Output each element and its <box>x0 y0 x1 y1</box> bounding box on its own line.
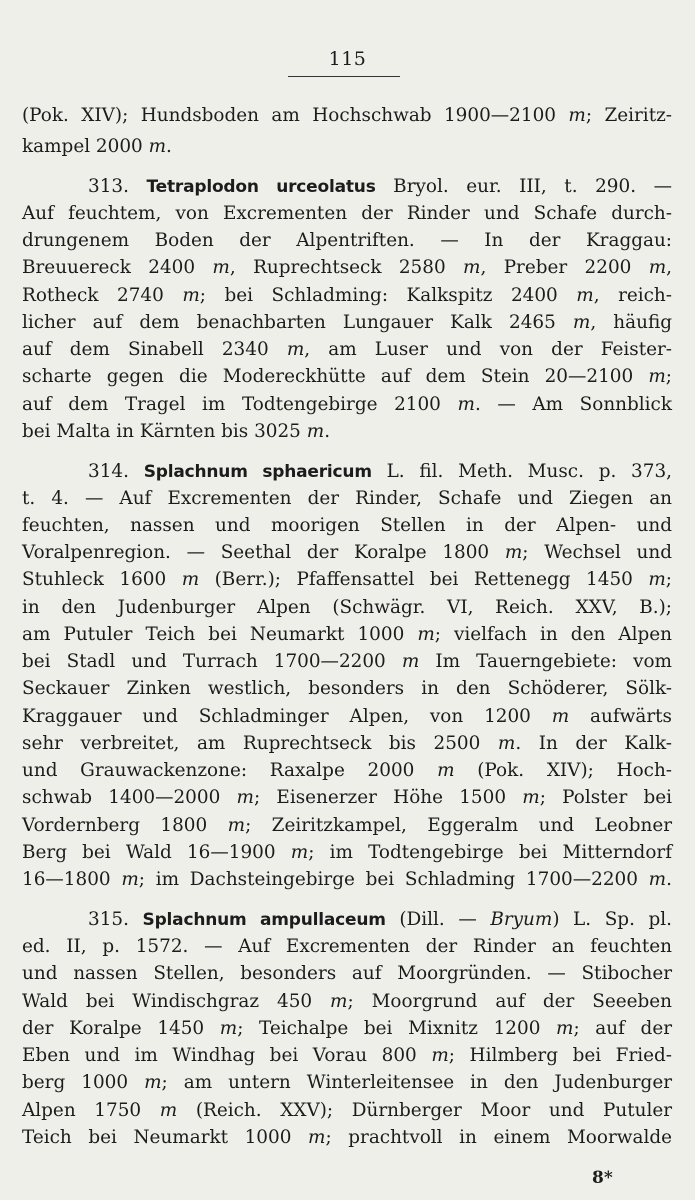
text-line: drungenem Boden der Alpentriften. — In der Kraggau: <box>22 230 672 251</box>
text-line: 315. Splachnum ampullaceum (Dill. — Bryum) L. Sp. pl. <box>88 909 672 930</box>
text-line: kampel 2000 m. <box>22 136 172 157</box>
text-line: und Grauwackenzone: Raxalpe 2000 m (Pok. XIV); Hoch- <box>22 760 673 781</box>
text-line: 314. Splachnum sphaericum L. fil. Meth. Musc. p. 373, <box>88 461 673 482</box>
signature-mark: 8* <box>592 1168 613 1188</box>
text-line: Breuuereck 2400 m, Ruprechtseck 2580 m, Preber 2200 m, <box>22 257 673 278</box>
text-line: Stuhleck 1600 m (Berr.); Pfaffensattel bei Rettenegg 1450 m; <box>22 569 672 590</box>
text-line: Kraggauer und Schladminger Alpen, von 1200 m aufwärts <box>22 706 672 727</box>
text-line: auf dem Sinabell 2340 m, am Luser und von der Feister- <box>22 339 673 360</box>
text-line: 16—1800 m; im Dachsteingebirge bei Schladming 1700—2200 m. <box>22 869 672 890</box>
text-line: auf dem Tragel im Todtengebirge 2100 m. — Am Sonnblick <box>22 394 672 415</box>
text-line: Wald bei Windischgraz 450 m; Moorgrund auf der Seeeben <box>22 991 672 1012</box>
text-line: Eben und im Windhag bei Vorau 800 m; Hilmberg bei Fried- <box>22 1045 672 1066</box>
text-line: der Koralpe 1450 m; Teichalpe bei Mixnitz 1200 m; auf der <box>22 1018 673 1039</box>
text-line: am Putuler Teich bei Neumarkt 1000 m; vielfach in den Alpen <box>22 624 673 645</box>
text-line: 313. Tetraplodon urceolatus Bryol. eur. III, t. 290. — <box>88 176 672 197</box>
text-line: in den Judenburger Alpen (Schwägr. VI, Reich. XXV, B.); <box>22 597 672 618</box>
text-line: und nassen Stellen, besonders auf Moorgründen. — Stibocher <box>22 963 672 984</box>
text-line: scharte gegen die Modereckhütte auf dem Stein 20—2100 m; <box>22 366 672 387</box>
text-line: Berg bei Wald 16—1900 m; im Todtengebirge bei Mitterndorf <box>22 842 672 863</box>
text-line: schwab 1400—2000 m; Eisenerzer Höhe 1500 m; Polster bei <box>22 787 673 808</box>
text-line: bei Malta in Kärnten bis 3025 m. <box>22 421 331 442</box>
text-line: Vordernberg 1800 m; Zeiritzkampel, Eggeralm und Leobner <box>22 815 672 836</box>
header-rule <box>288 76 400 77</box>
text-line: (Pok. XIV); Hundsboden am Hochschwab 1900—2100 m; Zeiritz- <box>22 105 672 126</box>
text-line: Rotheck 2740 m; bei Schladming: Kalkspitz 2400 m, reich- <box>22 285 672 306</box>
text-line: feuchten, nassen und moorigen Stellen in der Alpen- und <box>22 515 672 536</box>
text-line: t. 4. — Auf Excrementen der Rinder, Schafe und Ziegen an <box>22 488 672 509</box>
text-line: Voralpenregion. — Seethal der Koralpe 1800 m; Wechsel und <box>22 542 673 563</box>
text-line: Alpen 1750 m (Reich. XXV); Dürnberger Moor und Putuler <box>22 1100 672 1121</box>
text-line: ed. II, p. 1572. — Auf Excrementen der Rinder an feuchten <box>22 936 672 957</box>
text-line: Teich bei Neumarkt 1000 m; prachtvoll in einem Moorwalde <box>22 1127 672 1148</box>
page-number: 115 <box>328 48 367 70</box>
text-line: sehr verbreitet, am Ruprechtseck bis 2500 m. In der Kalk- <box>22 733 673 754</box>
text-line: bei Stadl und Turrach 1700—2200 m Im Tauerngebiete: vom <box>22 651 672 672</box>
text-line: berg 1000 m; am untern Winterleitensee in den Judenburger <box>22 1072 672 1093</box>
text-line: Auf feuchtem, von Excrementen der Rinder und Schafe durch- <box>22 203 672 224</box>
text-line: licher auf dem benachbarten Lungauer Kalk 2465 m, häufig <box>22 312 672 333</box>
text-line: Seckauer Zinken westlich, besonders in den Schöderer, Sölk- <box>22 678 672 699</box>
